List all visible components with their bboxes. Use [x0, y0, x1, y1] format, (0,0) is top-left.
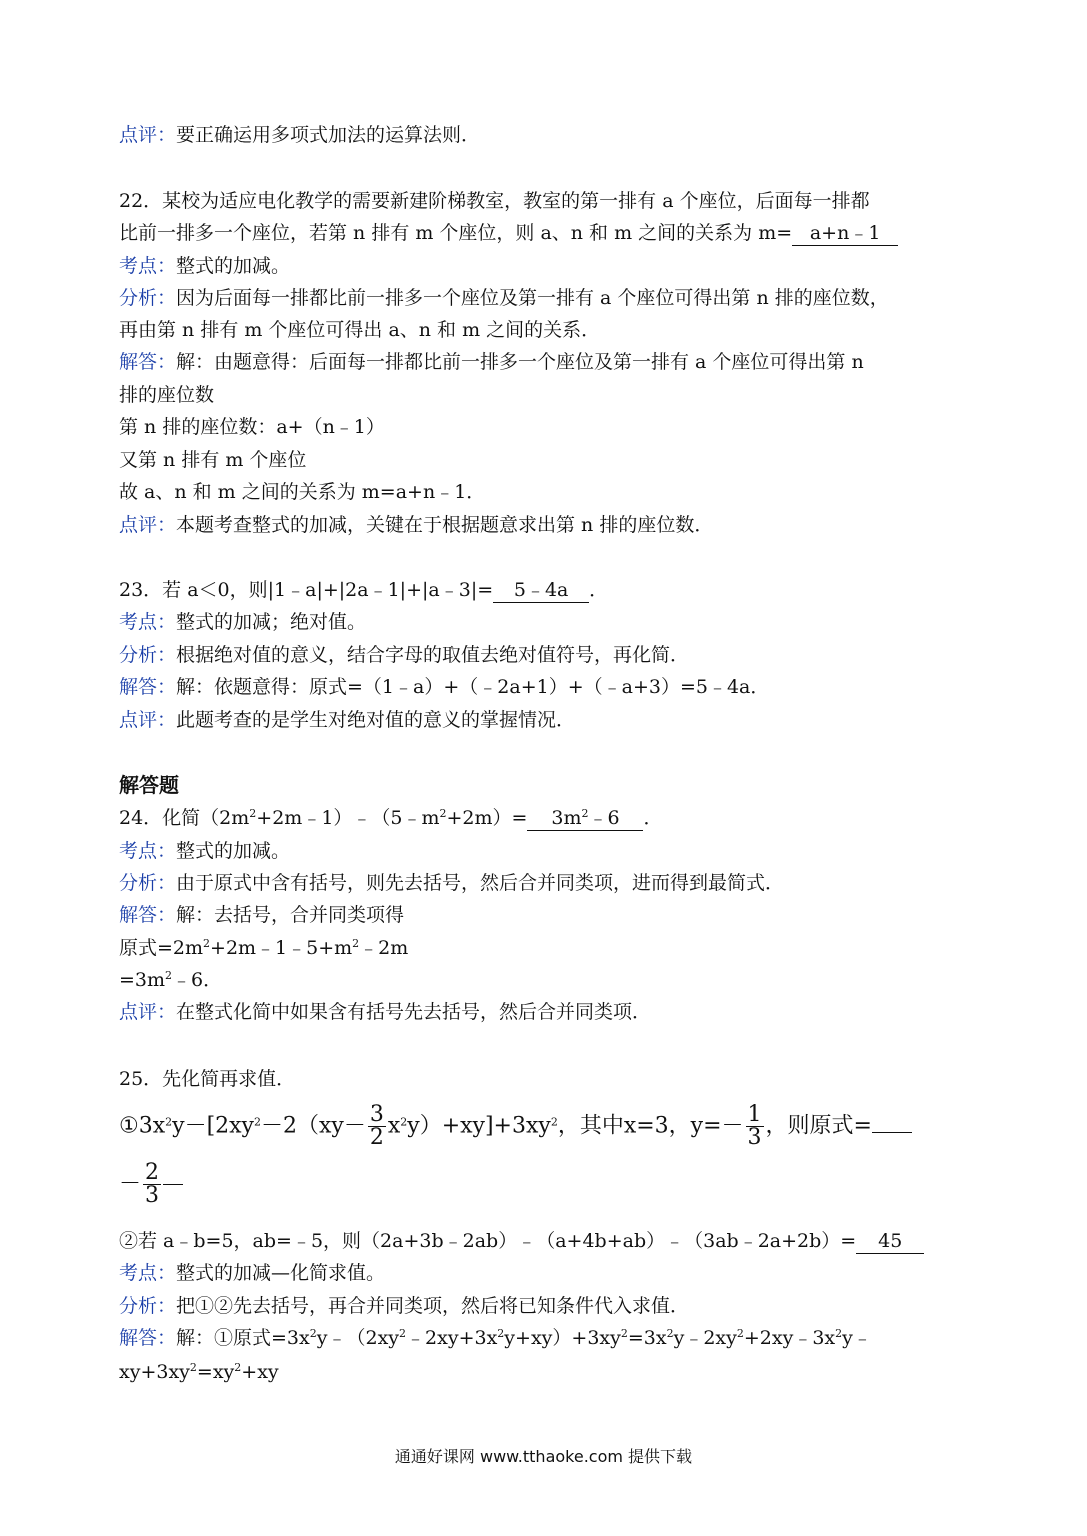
frac-den: 2	[369, 1125, 384, 1150]
q24-answer-a: 3m	[551, 807, 582, 829]
fenxi-label: 分析：	[119, 644, 177, 666]
q22-jieda-4: 又第 n 排有 m 个座位	[119, 449, 307, 471]
fenxi-label: 分析：	[119, 1295, 177, 1317]
kaodian-label: 考点：	[119, 611, 177, 633]
answer-fraction	[143, 1162, 161, 1207]
frac-num: 3	[369, 1102, 384, 1127]
kaodian-text: 整式的加减。	[176, 255, 291, 277]
exponent: 2	[550, 1115, 558, 1129]
q23-question	[119, 575, 977, 605]
q22-line2	[119, 218, 977, 248]
step2-b: ﹣6．	[172, 969, 223, 991]
p1-e: y）+xy]+3xy	[407, 1113, 551, 1139]
jieda-text: 解：去括号，合并同类项得	[176, 904, 405, 926]
q24-step2	[119, 965, 977, 995]
frac-num: 2	[145, 1160, 160, 1185]
fraction-3-2	[368, 1104, 386, 1149]
jieda-a: 解：①原式=3x	[176, 1327, 310, 1349]
q22-jieda-3: 第 n 排的座位数：a+（n﹣1）	[119, 416, 385, 438]
q25-part1-answer	[119, 1162, 977, 1207]
p1-a: ①3x	[119, 1113, 166, 1139]
fraction-1-3	[746, 1104, 764, 1149]
exponent: 2	[249, 807, 257, 820]
exponent: 2	[234, 1361, 242, 1374]
jieda-f: y﹣2xy	[673, 1327, 737, 1349]
q22-dianping	[119, 510, 977, 540]
jieda-text: 解：依题意得：原式=（1﹣a）+（﹣2a+1）+（﹣a+3）=5﹣4a．	[176, 676, 770, 698]
exponent: 2	[581, 807, 589, 820]
kaodian-label: 考点：	[119, 840, 177, 862]
q24-dianping	[119, 997, 977, 1027]
q24-jieda	[119, 900, 977, 930]
jieda-label: 解答：	[119, 1327, 177, 1349]
fenxi-label: 分析：	[119, 872, 177, 894]
q24-fenxi	[119, 868, 977, 898]
fenxi-text: 根据绝对值的意义，结合字母的取值去绝对值符号，再化简．	[176, 644, 690, 666]
fenxi-text: 因为后面每一排都比前一排多一个座位及第一排有 a 个座位可得出第 n 排的座位数，	[176, 287, 889, 309]
exponent: 2	[736, 1327, 744, 1340]
q23-kaodian	[119, 607, 977, 637]
q24-question	[119, 803, 977, 833]
fenxi-text: 把①②先去括号，再合并同类项，然后将已知条件代入求值．	[176, 1295, 690, 1317]
q25-jieda-cont	[119, 1357, 977, 1387]
q24-step1	[119, 933, 977, 963]
q25-kaodian	[119, 1258, 977, 1288]
kaodian-text: 整式的加减—化简求值。	[176, 1262, 386, 1284]
jieda-e: =3x	[627, 1327, 667, 1349]
q23-fenxi	[119, 640, 977, 670]
q22-question-text: 比前一排多一个座位，若第 n 排有 m 个座位，则 a、n 和 m 之间的关系为 m=	[119, 222, 793, 244]
step1-b: +2m﹣1﹣5+m	[210, 937, 353, 959]
exponent: 2	[203, 937, 211, 950]
p1-b: y－[2xy	[172, 1113, 254, 1139]
exponent: 2	[254, 1115, 261, 1129]
q24-period: ．	[643, 807, 663, 829]
dianping-label: 点评：	[119, 514, 177, 536]
q22-kaodian	[119, 251, 977, 281]
dianping-label: 点评：	[119, 709, 177, 731]
p1-d: x	[387, 1113, 401, 1139]
exponent: 2	[620, 1327, 628, 1340]
q25-title: 25．先化简再求值．	[119, 1068, 296, 1090]
exponent: 2	[400, 1115, 408, 1129]
review-text: 要正确运用多项式加法的运算法则．	[176, 124, 481, 146]
dianping-text: 在整式化简中如果含有括号先去括号，然后合并同类项．	[176, 1001, 652, 1023]
q22-jieda-5: 故 a、n 和 m 之间的关系为 m=a+n﹣1．	[119, 481, 486, 503]
q22-jieda-1	[119, 347, 977, 377]
page-footer: 通通好课网 www.tthaoke.com 提供下载	[394, 1447, 693, 1466]
q22-fenxi-2: 再由第 n 排有 m 个座位可得出 a、n 和 m 之间的关系．	[119, 319, 601, 341]
review-label: 点评：	[119, 124, 177, 146]
q25-part1	[119, 1104, 977, 1149]
q23-jieda	[119, 672, 977, 702]
p1-g: ，则原式=	[765, 1113, 872, 1139]
q23-answer-blank: 5﹣4a	[493, 578, 589, 603]
jieda-label: 解答：	[119, 904, 177, 926]
q25-fenxi	[119, 1291, 977, 1321]
kaodian-label: 考点：	[119, 255, 177, 277]
frac-den: 3	[747, 1125, 762, 1150]
p2-text: ②若 a﹣b=5，ab=﹣5，则（2a+3b﹣2ab）﹣（a+4b+ab）﹣（3ab﹣2a+2b）=	[119, 1230, 857, 1252]
kaodian-text: 整式的加减；绝对值。	[176, 611, 367, 633]
q22-jieda-2: 排的座位数	[119, 384, 215, 406]
jieda-h: y﹣	[842, 1327, 872, 1349]
step1-a: 原式=2m	[119, 937, 204, 959]
jieda-g: +2xy﹣3x	[743, 1327, 836, 1349]
exponent: 2	[835, 1327, 843, 1340]
jieda-label: 解答：	[119, 351, 177, 373]
dianping-text: 本题考查整式的加减，关键在于根据题意求出第 n 排的座位数．	[176, 514, 714, 536]
q22-fenxi-1	[119, 283, 977, 313]
dianping-text: 此题考查的是学生对绝对值的意义的掌握情况．	[176, 709, 576, 731]
step2-a: =3m	[119, 969, 166, 991]
jieda-c: ﹣2xy+3x	[406, 1327, 498, 1349]
section-title: 解答题	[119, 773, 179, 797]
p1-f: ，其中x=3，y=－	[557, 1113, 744, 1139]
q25-jieda	[119, 1323, 977, 1353]
exponent: 2	[309, 1327, 317, 1340]
jieda-label: 解答：	[119, 676, 177, 698]
frac-num: 1	[747, 1102, 762, 1127]
p1-answer-underline	[872, 1132, 912, 1133]
q24-text-c: +2m）=	[446, 807, 528, 829]
jieda-text: 解：由题意得：后面每一排都比前一排多一个座位及第一排有 a 个座位可得出第 n	[176, 351, 864, 373]
dianping-label: 点评：	[119, 1001, 177, 1023]
p2-answer-blank: 45	[856, 1229, 924, 1254]
exponent: 2	[165, 969, 173, 982]
q24-kaodian	[119, 836, 977, 866]
q24-text-b: +2m﹣1）﹣（5﹣m	[256, 807, 440, 829]
answer-sign: －	[119, 1171, 142, 1197]
fenxi-label: 分析：	[119, 287, 177, 309]
q23-period: ．	[589, 579, 609, 601]
q23-dianping	[119, 705, 977, 735]
exponent: 2	[165, 1115, 173, 1129]
q23-question-text: 23．若 a＜0，则|1﹣a|+|2a﹣1|+|a﹣3|=	[119, 579, 494, 601]
answer-underline	[163, 1184, 183, 1185]
q24-text-a: 24．化简（2m	[119, 807, 250, 829]
q22-line1: 22．某校为适应电化教学的需要新建阶梯教室，教室的第一排有 a 个座位，后面每一排都	[119, 190, 870, 212]
fenxi-text: 由于原式中含有括号，则先去括号，然后合并同类项，进而得到最简式．	[176, 872, 785, 894]
jieda-d: y+xy）+3xy	[504, 1327, 621, 1349]
kaodian-text: 整式的加减。	[176, 840, 291, 862]
exponent: 2	[439, 807, 447, 820]
jieda-b: y﹣（2xy	[316, 1327, 400, 1349]
exponent: 2	[497, 1327, 505, 1340]
q22-answer-blank: a+n﹣1	[792, 221, 898, 246]
p1-c: －2（xy－	[261, 1113, 366, 1139]
step1-c: ﹣2m	[359, 937, 409, 959]
frac-den: 3	[145, 1183, 160, 1208]
exponent: 2	[399, 1327, 407, 1340]
q24-answer-blank	[527, 806, 643, 831]
exponent: 2	[352, 937, 360, 950]
exponent: 2	[189, 1361, 197, 1374]
last-a: xy+3xy	[119, 1361, 190, 1383]
q25-part2	[119, 1226, 977, 1256]
exponent: 2	[666, 1327, 674, 1340]
kaodian-label: 考点：	[119, 1262, 177, 1284]
review-line	[119, 120, 977, 150]
q24-answer-b: ﹣6	[588, 807, 620, 829]
last-b: =xy	[196, 1361, 235, 1383]
last-c: +xy	[241, 1361, 279, 1383]
